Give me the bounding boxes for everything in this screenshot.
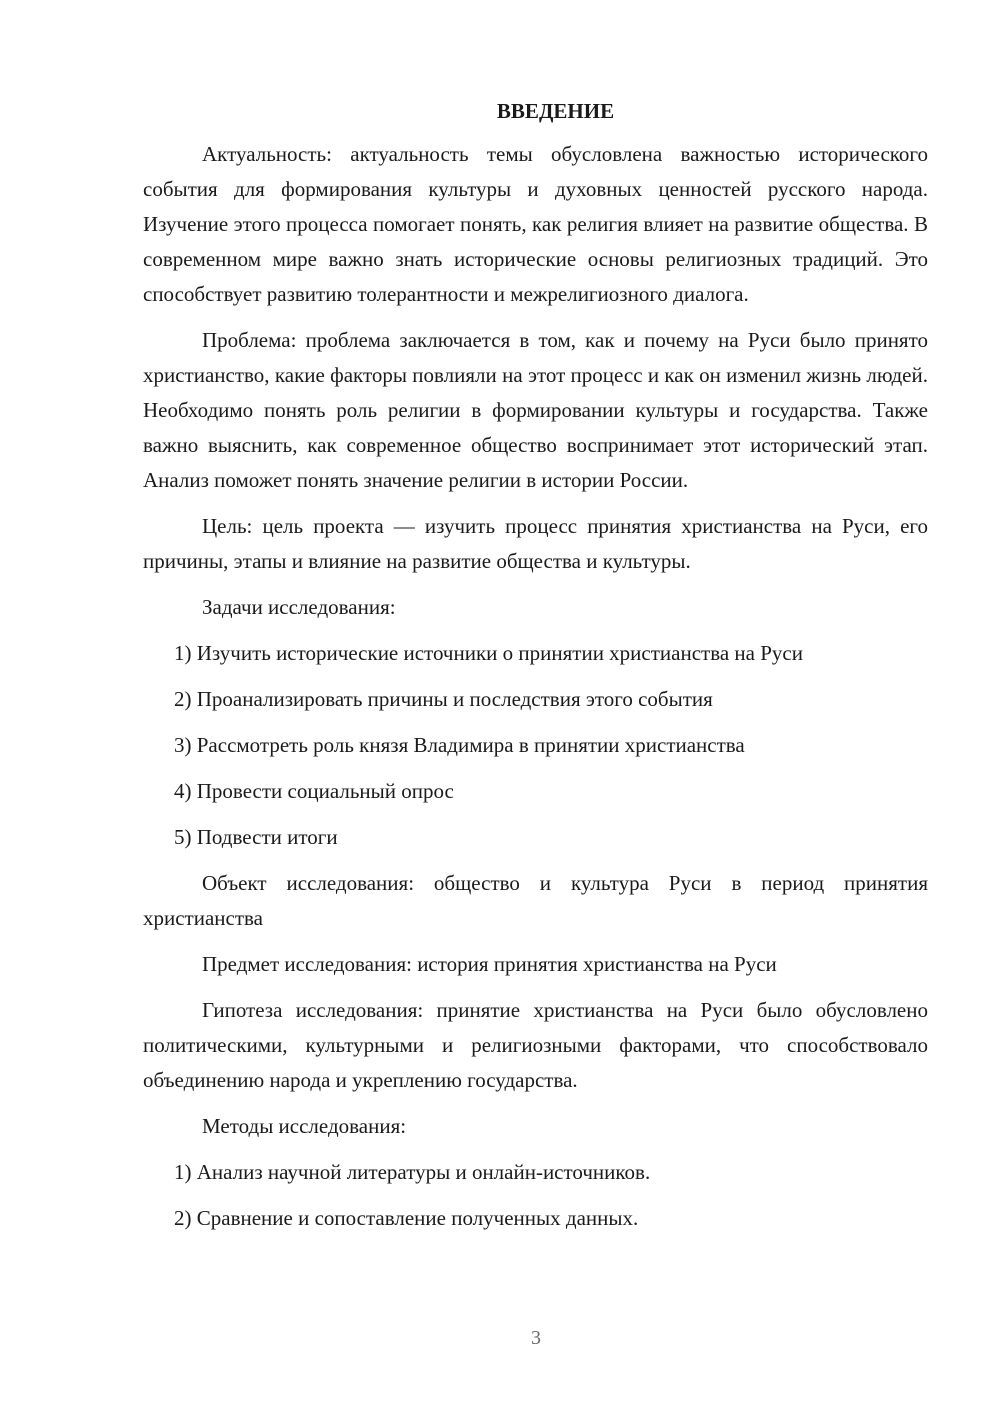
paragraph-tasks-label: Задачи исследования: (202, 595, 396, 619)
task-item-4: 4) Провести социальный опрос (174, 779, 454, 803)
section-heading: ВВЕДЕНИЕ (496, 99, 615, 123)
method-item-2: 2) Сравнение и сопоставление полученных данных. (174, 1206, 639, 1230)
task-item-2: 2) Проанализировать причины и последствия этого события (174, 687, 713, 711)
spacer (143, 936, 928, 947)
paragraph-subject: Предмет исследования: история принятия христианства на Руси (202, 952, 777, 976)
spacer (143, 126, 928, 137)
spacer (143, 855, 928, 866)
spacer (143, 312, 928, 323)
spacer (143, 809, 928, 820)
task-item-1: 1) Изучить исторические источники о принятии христианства на Руси (174, 641, 803, 665)
paragraph-relevance: Актуальность: актуальность темы обусловлена важностью исторического события для формирования культуры и духовных ценностей русского народа. Изучение этого процесса помогает понять, как религия влияет на развитие общества. В современном мире важно знать исторические основы религиозных традиций. Это способствует развитию толерантности и межрелигиозного диалога. (143, 142, 928, 306)
task-item-3: 3) Рассмотреть роль князя Владимира в принятии христианства (174, 733, 745, 757)
spacer (143, 625, 928, 636)
paragraph-methods-label: Методы исследования: (202, 1114, 407, 1138)
paragraph-object: Объект исследования: общество и культура Руси в период принятия христианства (143, 871, 928, 930)
spacer (143, 498, 928, 509)
paragraph-hypothesis: Гипотеза исследования: принятие христианства на Руси было обусловлено политическими, культурными и религиозными факторами, что способствовало объединению народа и укреплению государства. (143, 998, 928, 1092)
spacer (143, 1190, 928, 1201)
method-item-1: 1) Анализ научной литературы и онлайн-источников. (174, 1160, 651, 1184)
page-number: 3 (531, 1327, 541, 1349)
spacer (143, 982, 928, 993)
paragraph-problem: Проблема: проблема заключается в том, как и почему на Руси было принято христианство, какие факторы повлияли на этот процесс и как он изменил жизнь людей. Необходимо понять роль религии в формировании культуры и государства. Также важно выяснить, как современное общество воспринимает этот исторический этап. Анализ поможет понять значение религии в истории России. (143, 328, 928, 492)
spacer (143, 717, 928, 728)
spacer (143, 671, 928, 682)
spacer (143, 1098, 928, 1109)
spacer (143, 579, 928, 590)
paragraph-goal: Цель: цель проекта — изучить процесс принятия христианства на Руси, его причины, этапы и влияние на развитие общества и культуры. (143, 514, 928, 573)
page-content (143, 96, 928, 1236)
task-item-5: 5) Подвести итоги (174, 825, 338, 849)
spacer (143, 763, 928, 774)
spacer (143, 1144, 928, 1155)
